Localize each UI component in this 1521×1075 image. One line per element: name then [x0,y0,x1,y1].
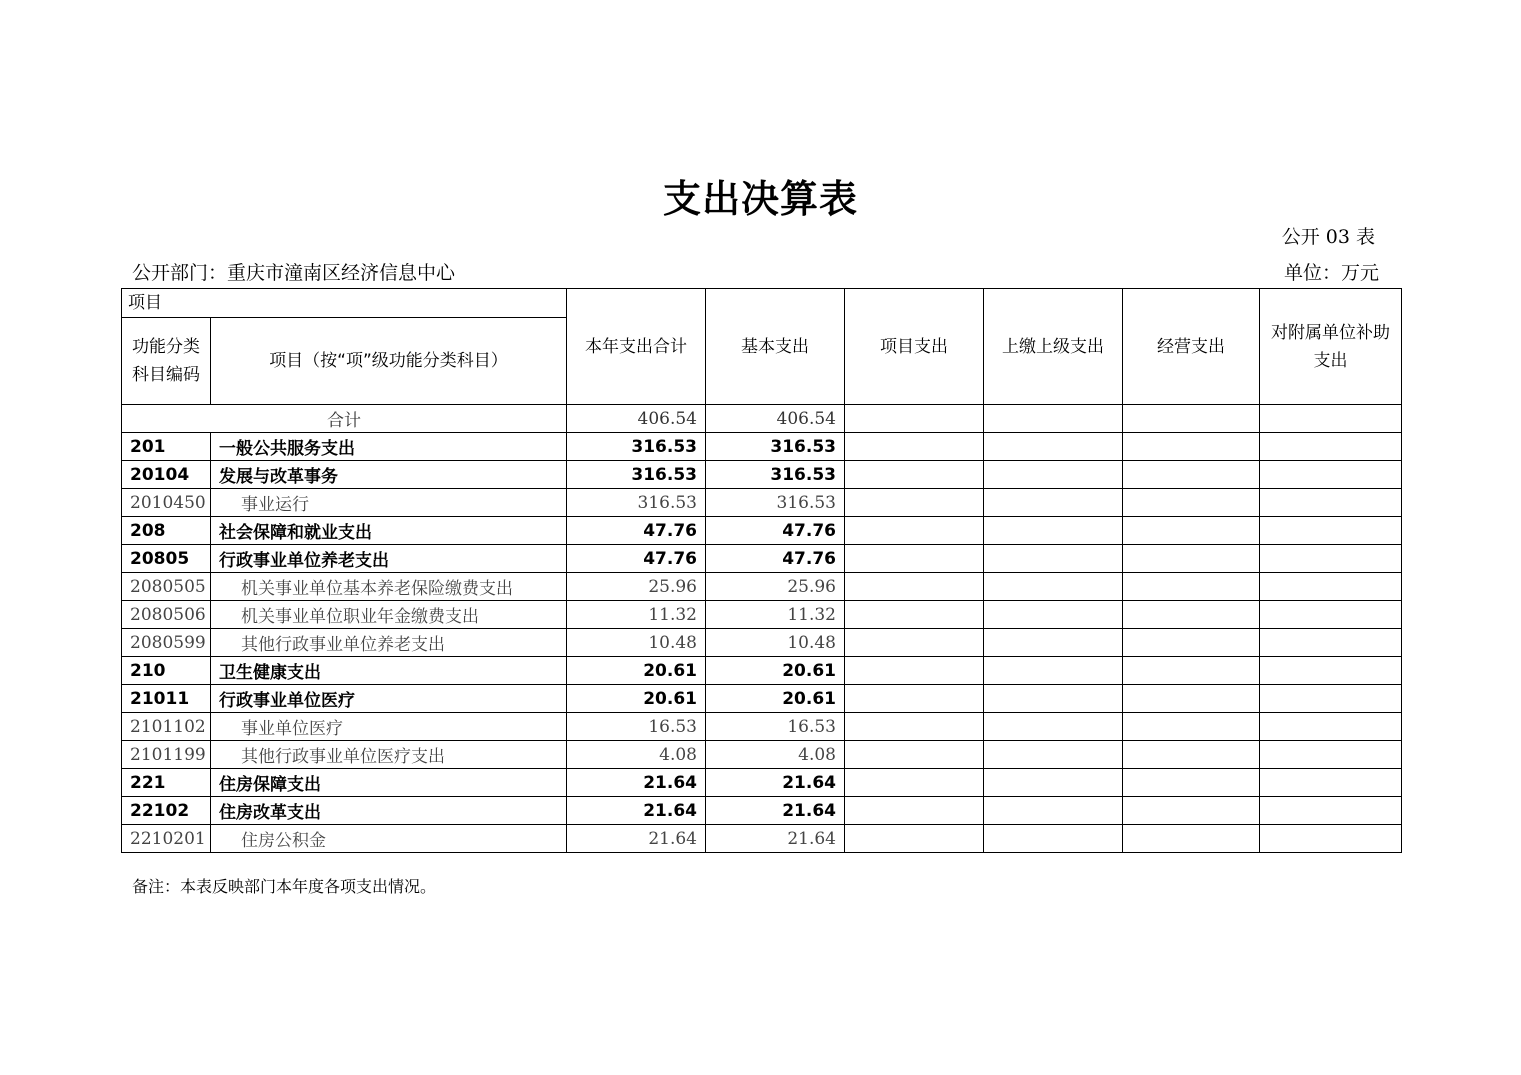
table-row [122,657,1402,685]
row-code: 2080506 [122,601,211,629]
empty-cell [984,657,1123,685]
table-row [122,545,1402,573]
row-name: 行政事业单位医疗 [211,685,567,713]
row-name: 事业单位医疗 [211,713,567,741]
table-number: 公开 03 表 [1281,226,1375,248]
row-name: 其他行政事业单位养老支出 [211,629,567,657]
empty-cell [1123,685,1260,713]
empty-cell [984,769,1123,797]
empty-cell [1260,573,1402,601]
page-title: 支出决算表 [662,177,858,221]
row-code: 2210201 [122,825,211,853]
table-row [122,489,1402,517]
row-total: 16.53 [567,713,706,741]
row-code: 20104 [122,461,211,489]
row-code: 20805 [122,545,211,573]
empty-cell [845,825,984,853]
empty-cell [1123,713,1260,741]
row-total: 21.64 [567,797,706,825]
row-name: 社会保障和就业支出 [211,517,567,545]
empty-cell [845,461,984,489]
table-row [122,573,1402,601]
empty-cell [1123,629,1260,657]
empty-cell [1260,405,1402,433]
department-label: 公开部门：重庆市潼南区经济信息中心 [132,262,456,284]
empty-cell [1260,769,1402,797]
total-amount: 406.54 [567,405,706,433]
header-total: 本年支出合计 [567,289,706,405]
empty-cell [984,741,1123,769]
header-business: 经营支出 [1123,289,1260,405]
row-code: 21011 [122,685,211,713]
empty-cell [1260,489,1402,517]
empty-cell [984,601,1123,629]
expenditure-table [121,288,1402,853]
empty-cell [1123,797,1260,825]
empty-cell [845,769,984,797]
row-total: 47.76 [567,545,706,573]
row-code: 201 [122,433,211,461]
empty-cell [1260,713,1402,741]
empty-cell [984,713,1123,741]
empty-cell [984,685,1123,713]
empty-cell [845,545,984,573]
table-row [122,433,1402,461]
empty-cell [984,405,1123,433]
empty-cell [984,433,1123,461]
empty-cell [1260,825,1402,853]
empty-cell [1260,601,1402,629]
row-basic: 316.53 [706,489,845,517]
row-code: 2080599 [122,629,211,657]
empty-cell [1260,433,1402,461]
row-code: 210 [122,657,211,685]
row-code: 2080505 [122,573,211,601]
row-total: 25.96 [567,573,706,601]
header-item-name: 项目（按“项”级功能分类科目） [211,318,567,405]
empty-cell [1260,741,1402,769]
empty-cell [845,713,984,741]
row-name: 住房公积金 [211,825,567,853]
row-total: 4.08 [567,741,706,769]
row-total: 316.53 [567,461,706,489]
header-project: 项目 [122,289,567,318]
row-basic: 11.32 [706,601,845,629]
table-row [122,461,1402,489]
row-basic: 316.53 [706,433,845,461]
row-total: 47.76 [567,517,706,545]
empty-cell [1260,517,1402,545]
row-basic: 47.76 [706,517,845,545]
empty-cell [1123,405,1260,433]
table-row [122,713,1402,741]
empty-cell [1123,461,1260,489]
row-name: 其他行政事业单位医疗支出 [211,741,567,769]
row-basic: 21.64 [706,797,845,825]
table-row [122,685,1402,713]
row-name: 机关事业单位基本养老保险缴费支出 [211,573,567,601]
row-name: 行政事业单位养老支出 [211,545,567,573]
empty-cell [1123,825,1260,853]
row-name: 住房保障支出 [211,769,567,797]
table-row [122,517,1402,545]
empty-cell [1123,433,1260,461]
empty-cell [845,657,984,685]
empty-cell [845,573,984,601]
empty-cell [1260,461,1402,489]
row-name: 住房改革支出 [211,797,567,825]
empty-cell [1123,517,1260,545]
empty-cell [845,405,984,433]
row-name: 一般公共服务支出 [211,433,567,461]
header-basic: 基本支出 [706,289,845,405]
unit-label: 单位：万元 [1283,262,1379,284]
empty-cell [1260,797,1402,825]
header-upper: 上缴上级支出 [984,289,1123,405]
empty-cell [1260,629,1402,657]
row-code: 221 [122,769,211,797]
row-basic: 47.76 [706,545,845,573]
empty-cell [1123,601,1260,629]
table-row [122,741,1402,769]
row-basic: 4.08 [706,741,845,769]
empty-cell [984,517,1123,545]
empty-cell [1260,685,1402,713]
row-basic: 21.64 [706,825,845,853]
row-basic: 20.61 [706,657,845,685]
empty-cell [845,601,984,629]
empty-cell [845,685,984,713]
total-basic: 406.54 [706,405,845,433]
row-total: 20.61 [567,685,706,713]
row-total: 10.48 [567,629,706,657]
row-code: 22102 [122,797,211,825]
empty-cell [984,573,1123,601]
footnote: 备注：本表反映部门本年度各项支出情况。 [132,877,437,896]
table-row [122,797,1402,825]
empty-cell [1123,489,1260,517]
empty-cell [1123,769,1260,797]
header-project-expense: 项目支出 [845,289,984,405]
empty-cell [984,489,1123,517]
row-name: 卫生健康支出 [211,657,567,685]
empty-cell [984,461,1123,489]
row-total: 316.53 [567,433,706,461]
row-name: 发展与改革事务 [211,461,567,489]
empty-cell [984,629,1123,657]
table-body [122,405,1402,853]
row-total: 21.64 [567,769,706,797]
row-basic: 316.53 [706,461,845,489]
empty-cell [1260,657,1402,685]
empty-cell [845,433,984,461]
row-basic: 25.96 [706,573,845,601]
empty-cell [845,629,984,657]
empty-cell [984,545,1123,573]
empty-cell [1260,545,1402,573]
empty-cell [845,489,984,517]
header-func-code: 功能分类科目编码 [122,318,211,405]
row-total: 11.32 [567,601,706,629]
total-row [122,405,1402,433]
total-label: 合计 [122,405,567,433]
row-name: 事业运行 [211,489,567,517]
table-row [122,825,1402,853]
header-subsidy: 对附属单位补助支出 [1260,289,1402,405]
row-total: 316.53 [567,489,706,517]
empty-cell [984,797,1123,825]
row-basic: 20.61 [706,685,845,713]
row-basic: 10.48 [706,629,845,657]
row-basic: 21.64 [706,769,845,797]
row-code: 2010450 [122,489,211,517]
empty-cell [1123,657,1260,685]
empty-cell [1123,573,1260,601]
empty-cell [1123,545,1260,573]
row-name: 机关事业单位职业年金缴费支出 [211,601,567,629]
empty-cell [845,517,984,545]
empty-cell [984,825,1123,853]
row-code: 2101199 [122,741,211,769]
row-code: 208 [122,517,211,545]
empty-cell [1123,741,1260,769]
empty-cell [845,797,984,825]
row-total: 20.61 [567,657,706,685]
row-basic: 16.53 [706,713,845,741]
row-code: 2101102 [122,713,211,741]
table-row [122,629,1402,657]
empty-cell [845,741,984,769]
table-row [122,769,1402,797]
table-row [122,601,1402,629]
row-total: 21.64 [567,825,706,853]
